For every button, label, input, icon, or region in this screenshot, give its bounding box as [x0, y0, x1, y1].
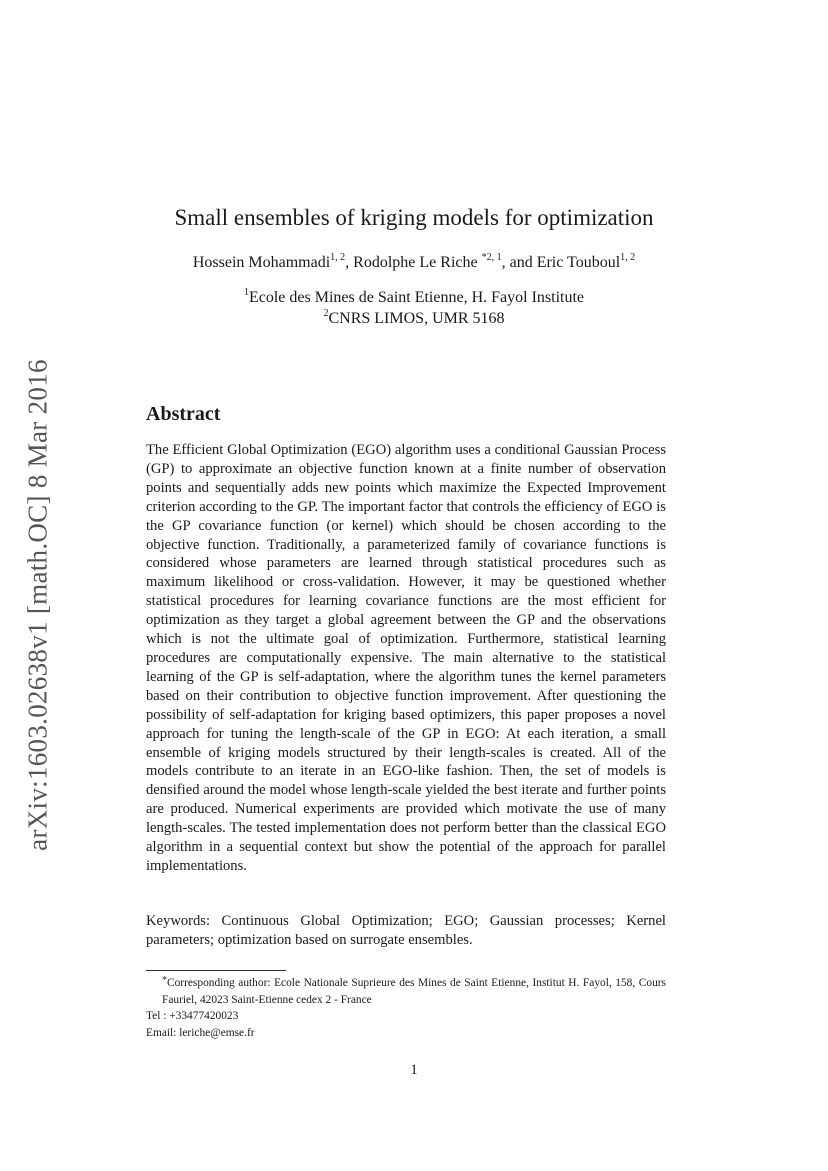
paper-title: Small ensembles of kriging models for optimization — [174, 205, 654, 230]
affiliation-mark: 1, 2 — [330, 252, 346, 263]
affiliation-line — [0, 310, 828, 328]
author-list — [0, 254, 828, 272]
affiliation-mark: 2 — [323, 308, 329, 319]
abstract-heading: Abstract — [146, 403, 221, 425]
footnote-address: *Corresponding author: Ecole Nationale Suprieure des Mines de Saint Etienne, Institut H. Fayol, 158, Cours Fauriel, 42023 Saint-Etienne cedex 2 - France — [162, 975, 666, 1006]
affiliation-line — [0, 289, 828, 307]
affiliation-mark: 1 — [243, 287, 249, 298]
page-number: 1 — [410, 1062, 418, 1078]
footnote-phone: Tel : +33477420023 — [146, 1010, 239, 1023]
abstract-body: The Efficient Global Optimization (EGO) algorithm uses a conditional Gaussian Process (GP) to approximate an objective function known at a finite number of observation points and sequentially adds new points which maximize the Expected Improvement criterion according to the GP. The important factor that controls the efficiency of EGO is the GP covariance function (or kernel) which should be chosen according to the objective function. Traditionally, a parameterized family of covariance functions is considered whose parameters are learned through statistical procedures such as maximum likelihood or cross-validation. However, it may be questioned whether statistical procedures for learning covariance functions are the most efficient for optimization as they target a global agreement between the GP and the observations which is not the ultimate goal of optimization. Furthermore, statistical learning procedures are computationally expensive. The main alternative to the statistical learning of the GP is self-adaptation, where the algorithm tunes the kernel parameters based on their contribution to objective function improvement. After questioning the possibility of self-adaptation for kriging based optimizers, this paper proposes a novel approach for tuning the length-scale of the GP in EGO: At each iteration, a small ensemble of kriging models structured by their length-scales is created. All of the models contribute to an iterate in an EGO-like fashion. Then, the set of models is densified around the model whose length-scale yielded the best iterate and further points are produced. Numerical experiments are provided which motivate the use of many length-scales. The tested implementation does not perform better than the classical EGO algorithm in a sequential context but show the potential of the approach for parallel implementations. — [146, 442, 666, 874]
arxiv-identifier-stamp: arXiv:1603.02638v1 [math.OC] 8 Mar 2016 — [22, 359, 53, 851]
footnote — [146, 975, 666, 1041]
footnote-divider — [146, 970, 286, 971]
author-name: , and Eric Touboul — [501, 254, 621, 271]
keywords: Keywords: Continuous Global Optimization; EGO; Gaussian processes; Kernel parameters; optimization based on surrogate ensembles. — [146, 913, 666, 948]
affiliation-mark: *2, 1 — [481, 252, 502, 263]
author-name: , Rodolphe Le Riche — [345, 254, 482, 271]
affiliation-text: CNRS LIMOS, UMR 5168 — [328, 310, 505, 327]
author-name: Hossein Mohammadi — [192, 254, 331, 271]
affiliation-mark: 1, 2 — [620, 252, 636, 263]
footnote-mark: * — [162, 975, 167, 986]
affiliation-text: Ecole des Mines de Saint Etienne, H. Fayol Institute — [248, 289, 585, 306]
arxiv-sidebar — [20, 345, 56, 865]
footnote-email: Email: leriche@emse.fr — [146, 1026, 255, 1039]
